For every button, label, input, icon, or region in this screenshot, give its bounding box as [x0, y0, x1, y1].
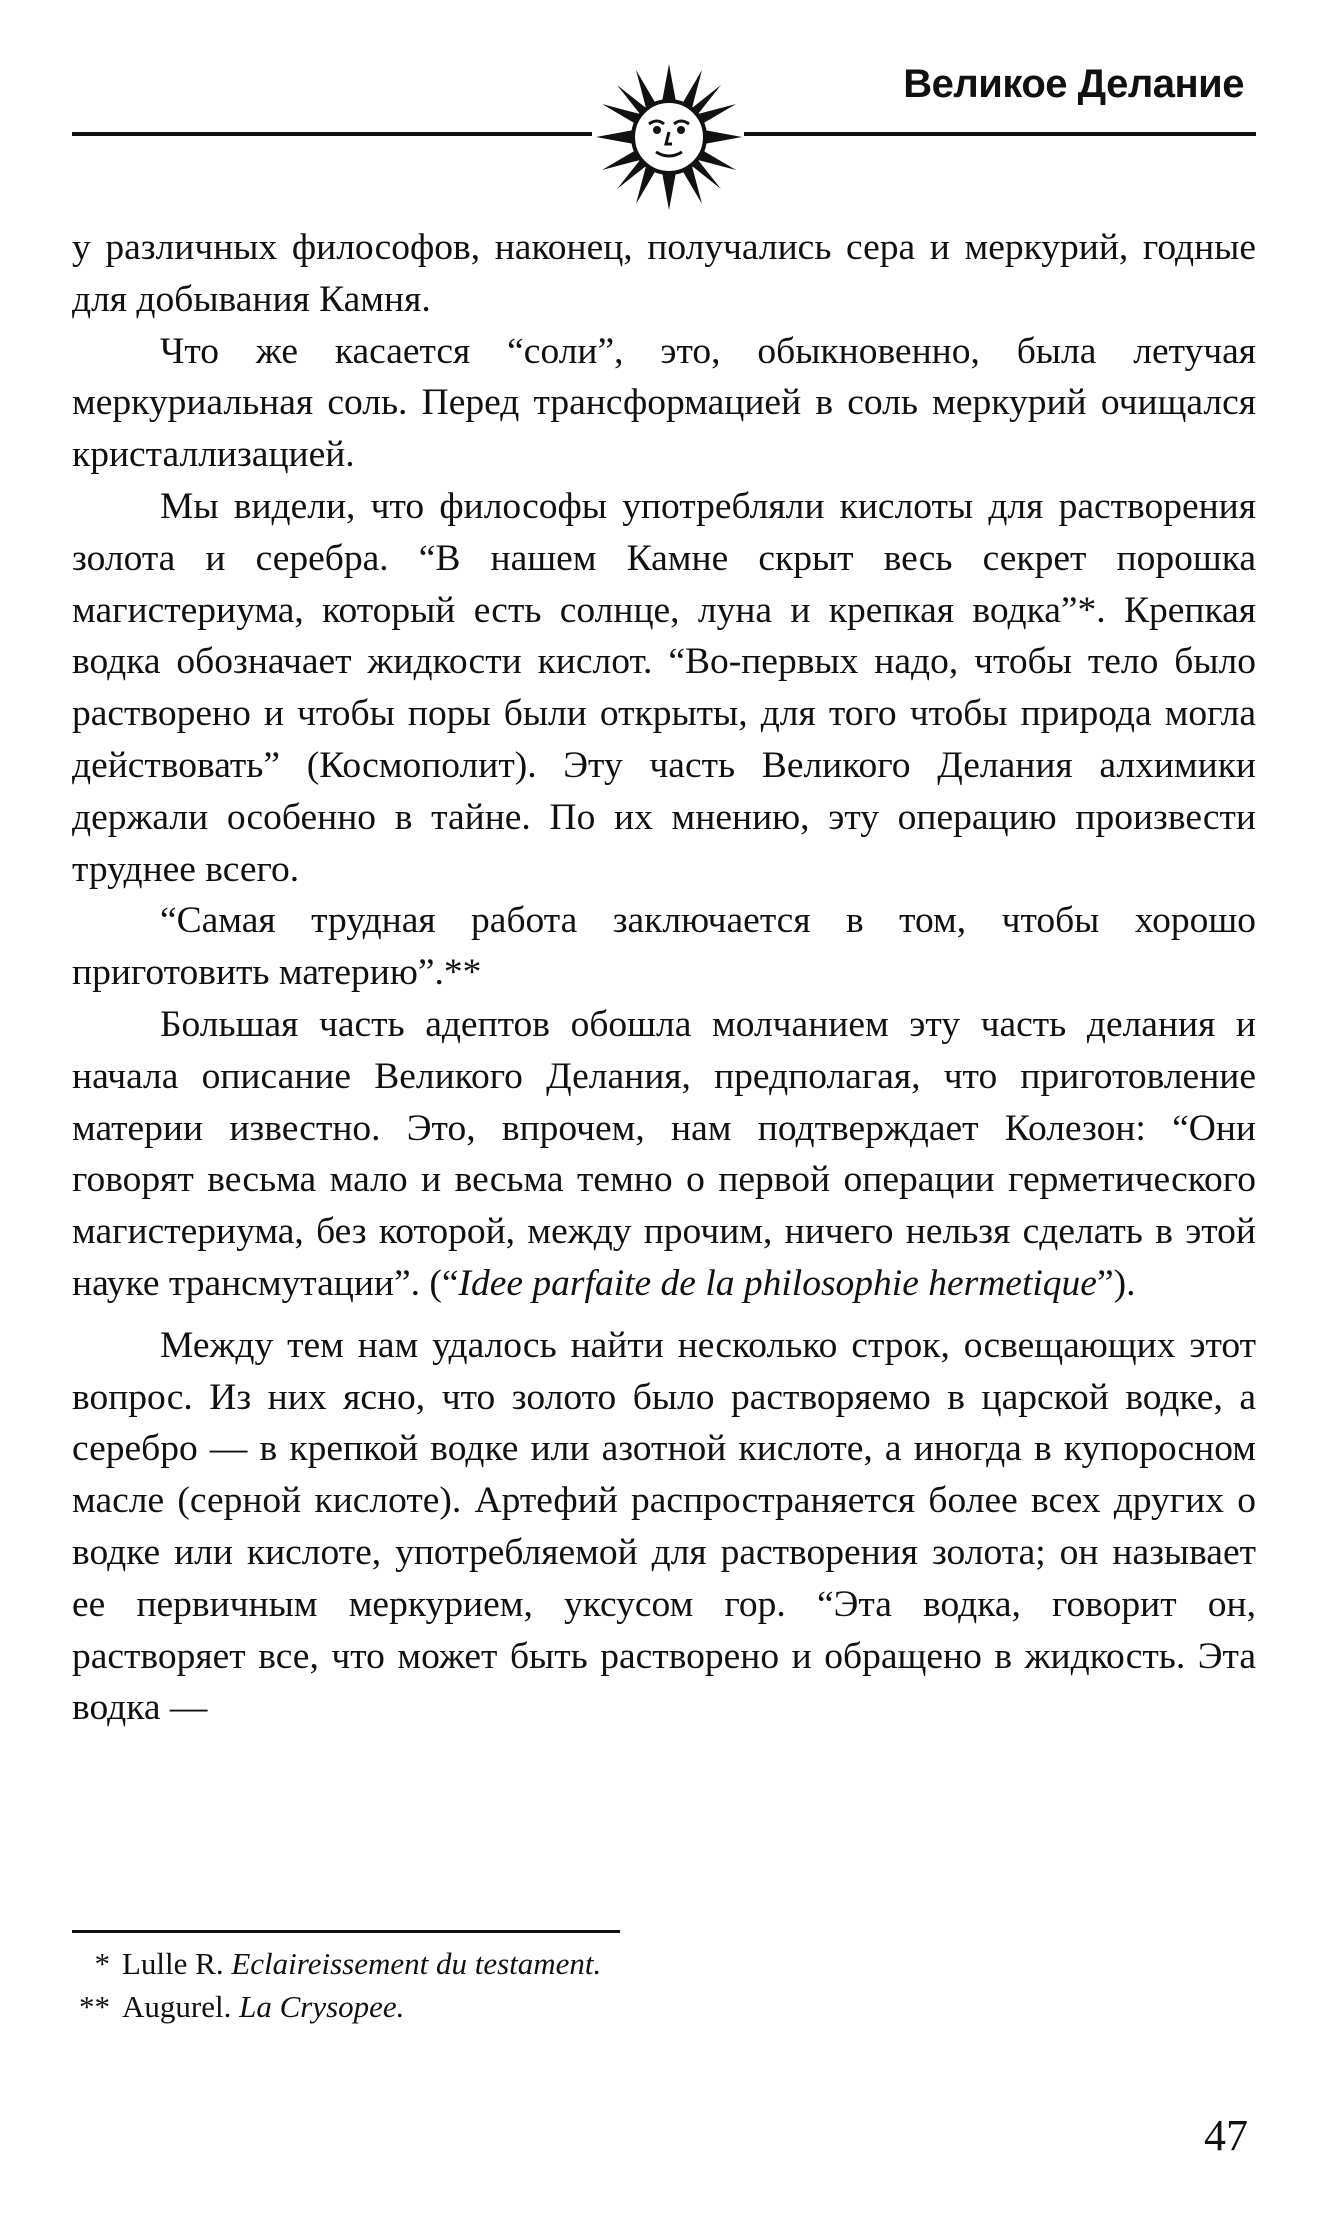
body-text	[72, 222, 1256, 1734]
footnote-title: La Crysopee.	[239, 1989, 405, 2024]
footnote-mark: *	[94, 1946, 110, 1981]
paragraph-2: Что же касается “соли”, это, обыкновенно, была летучая меркуриальная соль. Перед трансформацией в соль меркурий очищался кристаллизацией.	[72, 330, 1256, 476]
paragraph-6: Между тем нам удалось найти несколько строк, освещающих этот вопрос. Из них ясно, что золото было растворяемо в царской водке, а серебро — в крепкой водке или азотной кислоте, а иногда в купоросном масле (серной кислоте). Артефий распространяется более всех других о водке или кислоте, употребляемой для растворения золота; он называет ее первичным меркурием, уксусом гор. “Эта водка, говорит он, растворяет все, что может быть растворено и обращено в жидкость. Эта водка —	[72, 1324, 1256, 1729]
running-title: Великое Делание	[903, 62, 1244, 106]
footnote-rule	[72, 1930, 620, 1933]
page-number: 47	[1204, 2111, 1248, 2160]
paragraph-5-text: Большая часть адептов обошла молчанием эту часть делания и начала описание Великого Делания, предполагая, что приготовление материи известно. Это, впрочем, нам подтверждает Колезон: “Они говорят весьма мало и весьма темно о первой операции герметического магистериума, без которой, между прочим, ничего нельзя сделать в этой науке трансмутации”. (“	[72, 1003, 1256, 1304]
page-header	[72, 40, 1256, 200]
header-rule-right	[744, 132, 1256, 136]
paragraph-3: Мы видели, что философы употребляли кислоты для растворения золота и серебра. “В нашем Камне скрыт весь секрет порошка магистериума, который есть солнце, луна и крепкая водка”*. Крепкая водка обозначает жидкости кислот. “Во-первых надо, чтобы тело было растворено и чтобы поры были открыты, для того чтобы природа могла действовать” (Космополит). Эту часть Великого Делания алхимики держали особенно в тайне. По их мнению, эту операцию произвести труднее всего.	[72, 485, 1256, 890]
footnote-title: Eclaireissement du testament.	[231, 1946, 602, 1981]
paragraph-5-tail: ”).	[1096, 1262, 1136, 1304]
paragraph-5	[72, 999, 1256, 1310]
paragraph-4: “Самая трудная работа заключается в том, чтобы хорошо приготовить материю”.**	[72, 900, 1256, 994]
paragraph-1: у различных философов, наконец, получались сера и меркурий, годные для добывания Камня.	[72, 227, 1256, 320]
footnote-author: Augurel.	[122, 1989, 232, 2024]
footnote-2	[72, 1985, 601, 2028]
footnote-1	[72, 1942, 601, 1985]
cited-book-title: Idee parfaite de la philosophie hermetique	[458, 1262, 1097, 1304]
header-rule-left	[72, 132, 592, 136]
footnotes	[72, 1942, 601, 2028]
sun-face-icon	[594, 62, 744, 212]
footnote-author: Lulle R.	[122, 1946, 224, 1981]
footnote-mark: **	[79, 1989, 110, 2024]
